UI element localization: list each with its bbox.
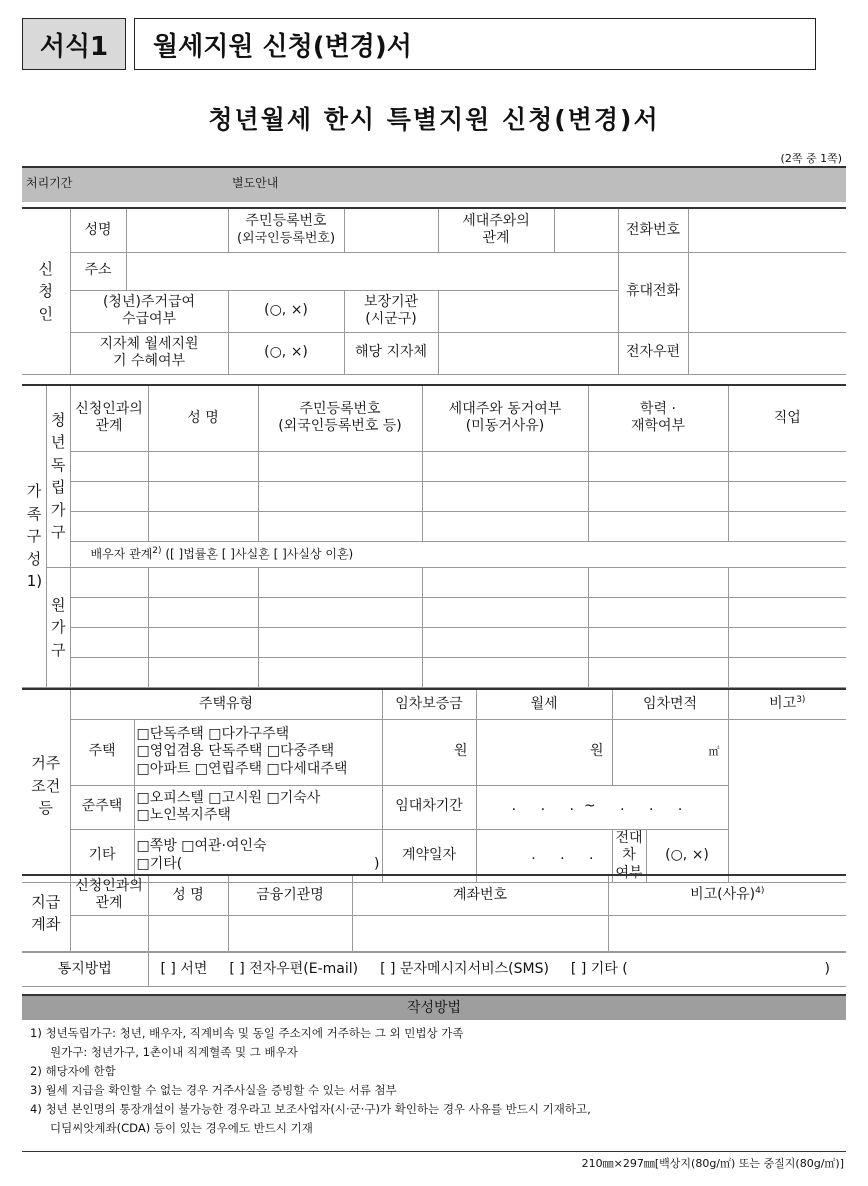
notify-options[interactable]: [148, 953, 846, 987]
sublease-label: 전대차 여부: [612, 829, 646, 883]
account-col-number: 계좌번호: [352, 875, 608, 915]
table-row[interactable]: [22, 451, 846, 481]
rrn-field[interactable]: [344, 208, 438, 252]
address-field[interactable]: [126, 252, 618, 290]
notify-email[interactable]: [ ] 전자우편(E-mail): [229, 960, 359, 977]
email-label: 전자우편: [618, 332, 688, 374]
area-field[interactable]: ㎡: [612, 719, 728, 785]
note-field[interactable]: [728, 719, 846, 883]
phone-label: 전화번호: [618, 208, 688, 252]
rrn-label: 주민등록번호 (외국인등록번호): [228, 208, 344, 252]
family-table: [22, 384, 846, 688]
origin-group-label: 원가구: [46, 567, 70, 688]
spouse-relation-row[interactable]: 배우자 관계$^{2)}$ ([ ]법률혼 [ ]사실혼 [ ]사실상 이혼): [70, 541, 846, 567]
relation-field[interactable]: [554, 208, 618, 252]
local-gov-label: 해당 지자체: [344, 332, 438, 374]
account-col-bank: 금융기관명: [228, 875, 352, 915]
processing-period-bar: [22, 166, 846, 202]
col-education: 학력 · 재학여부: [588, 385, 728, 451]
sublease-ox[interactable]: (○, ×): [646, 829, 728, 883]
col-rrn: 주민등록번호 (외국인등록번호 등): [258, 385, 422, 451]
page-count: (2쪽 중 1쪽): [780, 152, 842, 165]
form-name: 월세지원 신청(변경)서: [134, 18, 816, 70]
note-1b: 원가구: 청년가구, 1촌이내 직계혈족 및 그 배우자: [50, 1045, 298, 1059]
notify-paper[interactable]: [ ] 서면: [160, 960, 208, 977]
deposit-label: 임차보증금: [382, 689, 476, 719]
applicant-table: [22, 207, 846, 375]
contract-date-label: 계약일자: [382, 829, 476, 883]
table-row[interactable]: [22, 481, 846, 511]
local-support-label: 지자체 월세지원 기 수혜여부: [70, 332, 228, 374]
deposit-field[interactable]: 원: [382, 719, 476, 785]
account-col-name: 성 명: [148, 875, 228, 915]
applicant-section-label: 신청인: [22, 208, 70, 374]
lease-period-label: 임대차기간: [382, 785, 476, 829]
semi-house-label: 준주택: [70, 785, 134, 829]
contract-date-field[interactable]: . . .: [476, 829, 612, 883]
mobile-label: 휴대전화: [618, 252, 688, 332]
account-col-note: 비고(사유)$^{4)}$: [608, 875, 846, 915]
other-options[interactable]: □쪽방 □여관·여인숙 □기타( ): [134, 829, 382, 883]
table-row[interactable]: [22, 657, 846, 687]
howto-title: 작성방법: [22, 994, 846, 1020]
col-relation: 신청인과의 관계: [70, 385, 148, 451]
rent-label: 월세: [476, 689, 612, 719]
howto-notes: [30, 1024, 840, 1138]
footer-divider: [22, 1151, 846, 1152]
notify-table: [22, 952, 846, 987]
other-label: 기타: [70, 829, 134, 883]
note-label: 비고$^{3)}$: [728, 689, 846, 719]
account-section-label: 지급계좌: [22, 875, 70, 951]
housing-benefit-ox[interactable]: (○, ×): [228, 290, 344, 332]
semi-house-options[interactable]: □오피스텔 □고시원 □기숙사 □노인복지주택: [134, 785, 382, 829]
notify-other[interactable]: [ ] 기타 (: [570, 960, 628, 977]
phone-field[interactable]: [688, 208, 846, 252]
house-label: 주택: [70, 719, 134, 785]
table-row[interactable]: [22, 627, 846, 657]
account-col-relation: 신청인과의 관계: [70, 875, 148, 915]
notify-sms[interactable]: [ ] 문자메시지서비스(SMS): [380, 960, 549, 977]
table-row[interactable]: [22, 511, 846, 541]
residence-section-label: 거주조건등: [22, 689, 70, 883]
note-4a: 4) 청년 본인명의 통장개설이 불가능한 경우라고 보조사업자(시·군·구)가 확인하는 경우 사유를 반드시 기재하고,: [30, 1102, 591, 1116]
local-support-ox[interactable]: (○, ×): [228, 332, 344, 374]
table-row[interactable]: [22, 597, 846, 627]
col-name: 성 명: [148, 385, 258, 451]
note-2: 2) 해당자에 한함: [30, 1064, 116, 1078]
email-field[interactable]: [688, 332, 846, 374]
name-field[interactable]: [126, 208, 228, 252]
family-section-label: 가족구성1): [22, 385, 46, 688]
form-tag: 서식1: [22, 18, 126, 70]
processing-value: 별도안내: [232, 176, 279, 190]
col-job: 직업: [728, 385, 846, 451]
house-options[interactable]: □단독주택 □다가구주택 □영업겸용 단독주택 □다중주택 □아파트 □연립주택 □다세대주택: [134, 719, 382, 785]
note-4b: 디딤씨앗계좌(CDA) 등이 있는 경우에도 반드시 기재: [50, 1121, 313, 1135]
security-agency-label: 보장기관 (시군구): [344, 290, 438, 332]
note-1a: 1) 청년독립가구: 청년, 배우자, 직계비속 및 동일 주소지에 거주하는 그 외 민법상 가족: [30, 1026, 464, 1040]
col-cohabit: 세대주와 동거여부 (미동거사유): [422, 385, 588, 451]
notify-other-close: ): [824, 960, 830, 977]
security-agency-field[interactable]: [438, 290, 618, 332]
area-label: 임차면적: [612, 689, 728, 719]
address-label: 주소: [70, 252, 126, 290]
note-3: 3) 월세 지급을 확인할 수 없는 경우 거주사실을 증빙할 수 있는 서류 첨부: [30, 1083, 397, 1097]
youth-group-label: 청년독립가구: [46, 385, 70, 567]
housing-type-label: 주택유형: [70, 689, 382, 719]
housing-benefit-label: (청년)주거급여 수급여부: [70, 290, 228, 332]
relation-label: 세대주와의 관계: [438, 208, 554, 252]
rent-field[interactable]: 원: [476, 719, 612, 785]
mobile-field[interactable]: [688, 252, 846, 332]
table-row[interactable]: [22, 915, 846, 951]
local-gov-field[interactable]: [438, 332, 618, 374]
account-table: [22, 874, 846, 952]
name-label: 성명: [70, 208, 126, 252]
paper-spec: 210㎜×297㎜[백상지(80g/㎡) 또는 중질지(80g/㎡)]: [581, 1157, 844, 1170]
residence-table: [22, 688, 846, 883]
page-title: 청년월세 한시 특별지원 신청(변경)서: [208, 105, 660, 134]
notify-label: 통지방법: [22, 953, 148, 987]
processing-label: 처리기간: [26, 176, 73, 190]
lease-period-field[interactable]: . . .~ . . .: [476, 785, 728, 829]
